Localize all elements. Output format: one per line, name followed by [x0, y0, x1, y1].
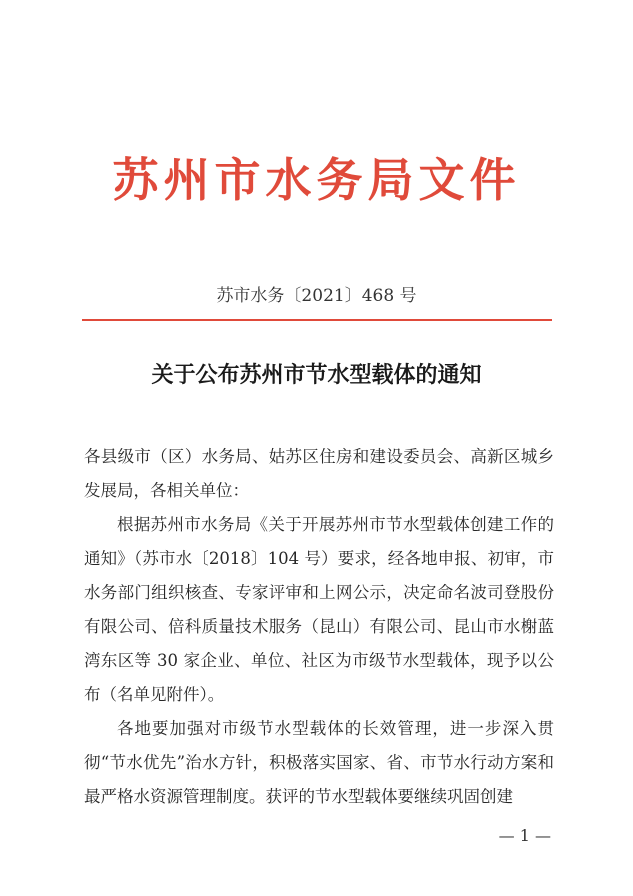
notice-body [84, 440, 554, 814]
page-number: — 1 — [498, 826, 551, 845]
recipients-line: 各县级市（区）水务局、姑苏区住房和建设委员会、高新区城乡发展局，各相关单位： [84, 447, 554, 500]
red-separator-line [82, 319, 552, 321]
body-paragraph-1: 根据苏州市水务局《关于开展苏州市节水型载体创建工作的通知》（苏市水〔2018〕104 号）要求，经各地申报、初审，市水务部门组织核查、专家评审和上网公示，决定命名波司登股份有限公司、倍科质量技术服务（昆山）有限公司、昆山市水榭蓝湾东区等 30 家企业、单位、社区为市级节水型载体，现予以公布（名单见附件）。 [84, 515, 554, 704]
agency-header-title: 苏州市水务局文件 [112, 153, 521, 207]
notice-title: 关于公布苏州市节水型载体的通知 [151, 362, 482, 388]
body-paragraph-2: 各地要加强对市级节水型载体的长效管理，进一步深入贯彻“节水优先”治水方针，积极落实国家、省、市节水行动方案和最严格水资源管理制度。获评的节水型载体要继续巩固创建 [84, 719, 554, 806]
document-number: 苏市水务〔2021〕468 号 [216, 286, 417, 306]
